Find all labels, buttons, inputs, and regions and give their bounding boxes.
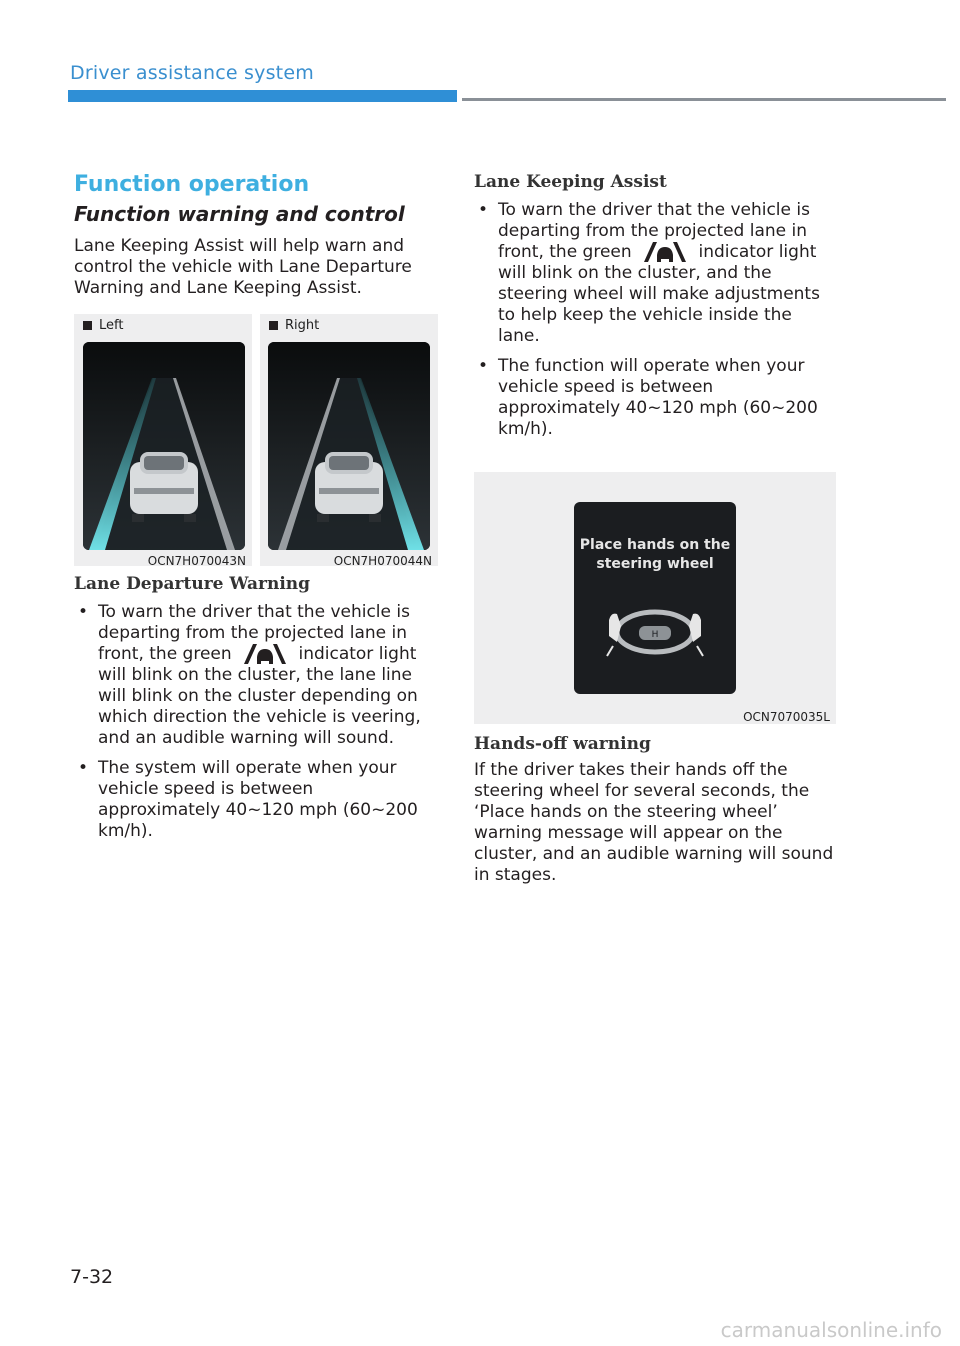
steering-wheel-hands-icon — [605, 602, 705, 658]
ldw-section — [74, 572, 440, 851]
lka-bullets — [474, 200, 836, 440]
list-item: • To warn the driver that the vehicle is departing from the projected lane in front, the green indicator light will blink on the cluster, the lane line will blink on the cluster depending on which direction the vehicle is veering, and an audible warning will sound. — [78, 602, 421, 748]
figure-right-label: Right — [269, 318, 319, 333]
bullet-icon: • — [478, 200, 489, 220]
bullet-icon: • — [78, 602, 89, 622]
header-bar-blue — [68, 90, 457, 102]
running-header: Driver assistance system — [70, 62, 314, 84]
header-bar-grey — [462, 98, 946, 101]
figure-left-panel — [74, 314, 252, 566]
hands-off-figure-code: OCN7070035L — [743, 710, 830, 724]
left-column — [74, 170, 440, 299]
watermark: carmanualsonline.info — [720, 1318, 942, 1342]
lane-keeping-indicator-icon — [641, 242, 689, 262]
figure-left-label: Left — [83, 318, 123, 333]
cluster-screen-left — [83, 342, 245, 550]
ldw-heading: Lane Departure Warning — [74, 574, 311, 594]
subsection-title: Function warning and control — [74, 202, 405, 226]
square-bullet-icon — [269, 321, 278, 330]
square-bullet-icon — [83, 321, 92, 330]
lka-section — [474, 170, 836, 449]
hands-off-paragraph: If the driver takes their hands off the steering wheel for several seconds, the ‘Place hands on the steering wheel’ warning message will appear on the cluster, and an audible warning will sound in stages. — [474, 760, 834, 885]
page-number: 7-32 — [70, 1266, 114, 1288]
section-title: Function operation — [74, 172, 310, 197]
list-item: • The function will operate when your vehicle speed is between approximately 40~120 mph (60~200 km/h). — [478, 356, 818, 439]
cluster-message-screen — [574, 502, 736, 694]
svg-text:H: H — [651, 630, 659, 640]
list-item: • To warn the driver that the vehicle is departing from the projected lane in front, the green indicator light will blink on the cluster, and the steering wheel will make adjustments to help keep the vehicle inside the lane. — [478, 200, 820, 346]
cluster-message-line1: Place hands on the — [579, 537, 731, 553]
lane-departure-figures — [74, 314, 438, 566]
cluster-screen-right — [268, 342, 430, 550]
lane-road-right-icon — [268, 342, 430, 550]
figure-right-code: OCN7H070044N — [333, 554, 432, 568]
hands-off-section — [474, 732, 836, 886]
bullet-icon: • — [478, 356, 489, 376]
ldw-bullets — [74, 602, 440, 842]
lka-heading: Lane Keeping Assist — [474, 172, 667, 192]
figure-left-code: OCN7H070043N — [147, 554, 246, 568]
cluster-message-line2: steering wheel — [596, 556, 714, 572]
lane-keeping-indicator-icon — [241, 644, 289, 664]
hands-off-heading: Hands-off warning — [474, 734, 651, 754]
figure-right-panel — [260, 314, 438, 566]
intro-paragraph: Lane Keeping Assist will help warn and control the vehicle with Lane Departure Warning and Lane Keeping Assist. — [74, 236, 412, 298]
hands-off-figure — [474, 472, 836, 724]
list-item: • The system will operate when your vehicle speed is between approximately 40~120 mph (60~200 km/h). — [78, 758, 418, 841]
lane-road-left-icon — [83, 342, 245, 550]
bullet-icon: • — [78, 758, 89, 778]
